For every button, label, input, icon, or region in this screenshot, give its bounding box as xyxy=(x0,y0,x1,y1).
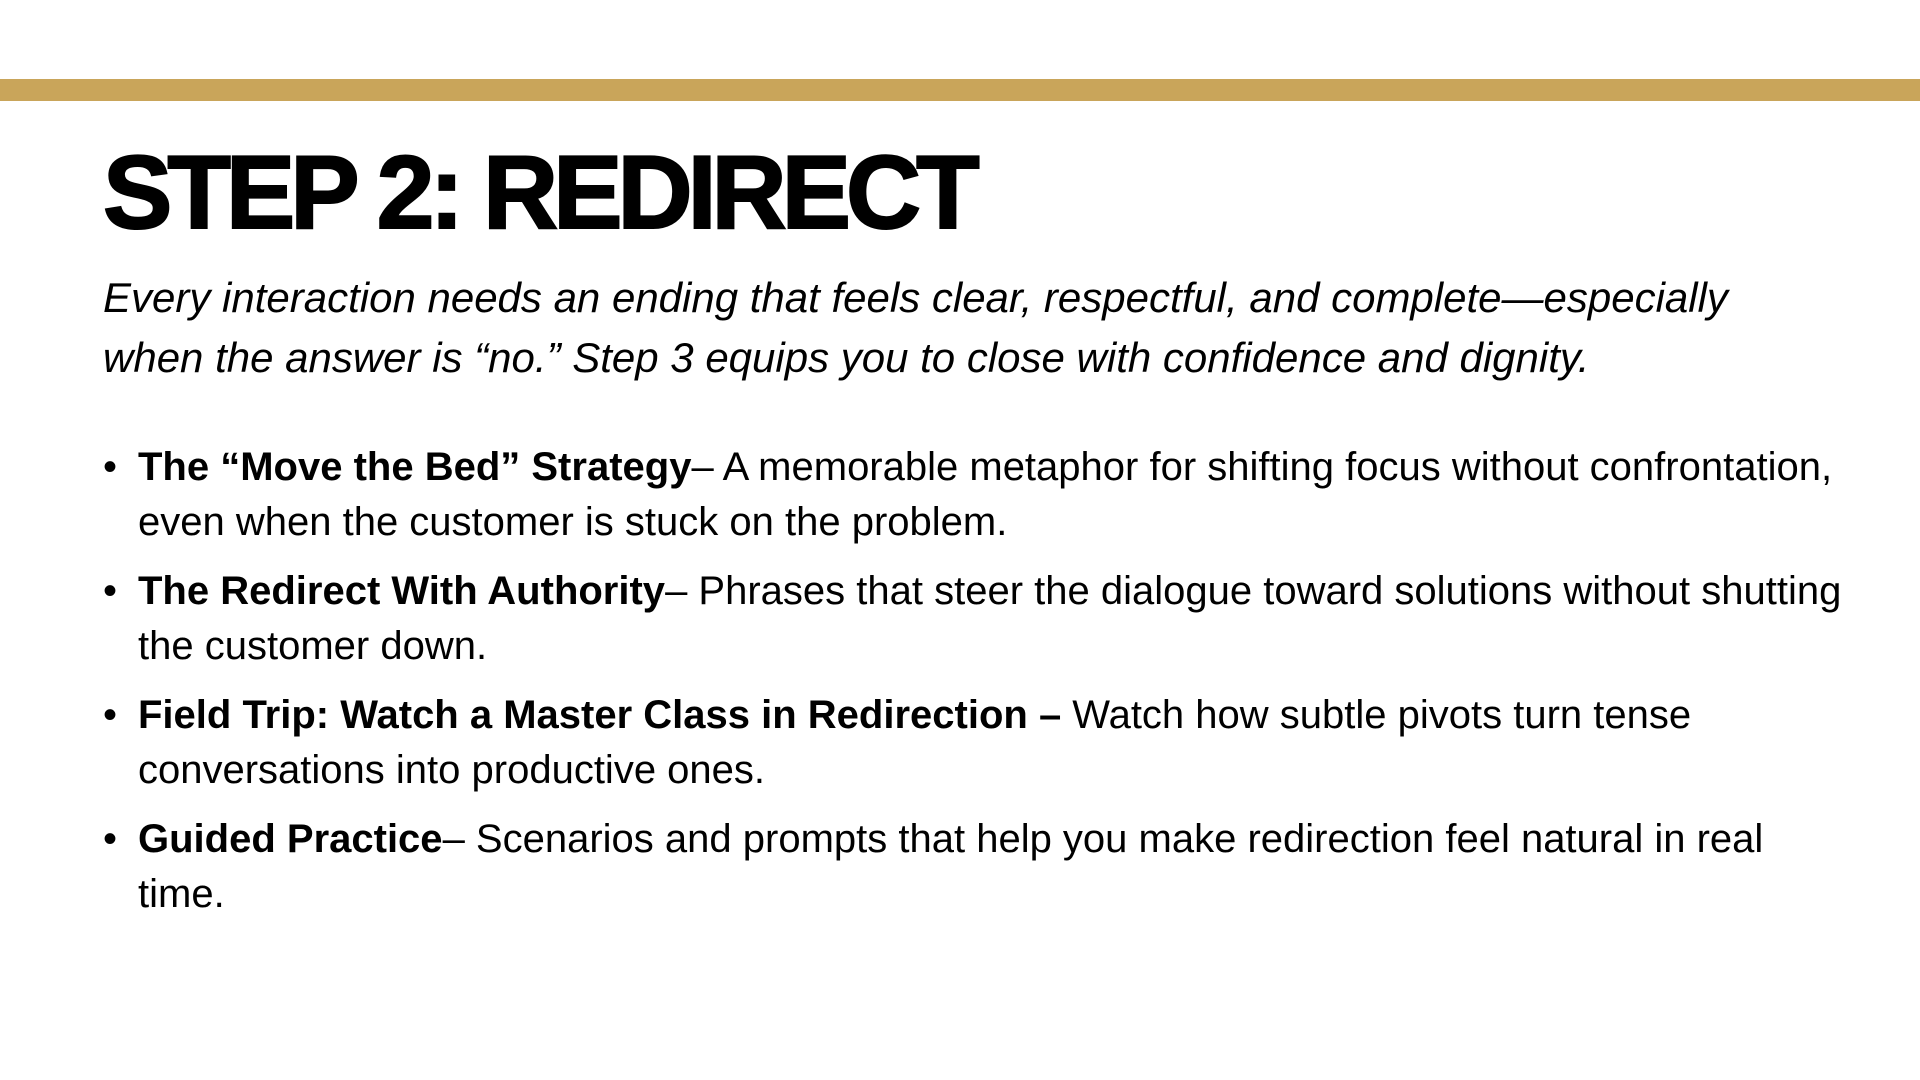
bullet-term: Field Trip: Watch a Master Class in Redirection – xyxy=(138,693,1062,737)
accent-bar xyxy=(0,79,1920,101)
bullet-dot-icon: • xyxy=(103,693,118,737)
bullet-description: – Scenarios and prompts that help you make redirection feel natural in real time. xyxy=(138,817,1764,916)
bullet-description: – Phrases that steer the dialogue toward solutions without shutting the customer down. xyxy=(138,569,1842,668)
bullet-description: Watch how subtle pivots turn tense conversations into productive ones. xyxy=(138,693,1692,792)
bullet-dot-icon: • xyxy=(103,569,118,613)
bullet-term: The Redirect With Authority xyxy=(138,569,666,613)
list-item xyxy=(103,812,1858,922)
list-item xyxy=(103,564,1858,674)
slide-title: STEP 2: REDIRECT xyxy=(103,135,975,251)
bullet-dot-icon: • xyxy=(103,445,118,489)
list-item xyxy=(103,688,1858,798)
intro-paragraph: Every interaction needs an ending that feels clear, respectful, and complete—especially when the answer is “no.” Step 3 equips you to close with confidence and dignity. xyxy=(103,274,1728,381)
list-item xyxy=(103,440,1858,550)
slide-content xyxy=(103,135,1842,936)
bullet-term: Guided Practice xyxy=(138,817,443,861)
bullet-dot-icon: • xyxy=(103,817,118,861)
bullet-term: The “Move the Bed” Strategy xyxy=(138,445,692,489)
bullet-description: – A memorable metaphor for shifting focus without confrontation, even when the customer is stuck on the problem. xyxy=(138,445,1833,544)
bullet-list xyxy=(103,440,1842,922)
